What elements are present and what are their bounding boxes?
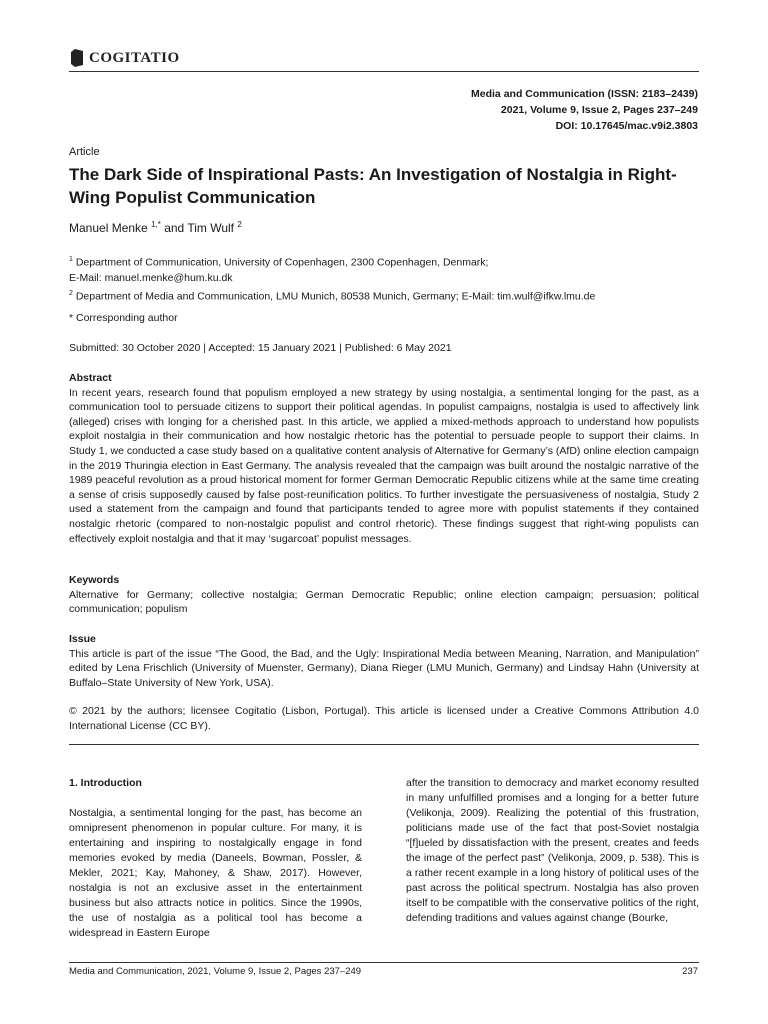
body-column-right xyxy=(406,776,699,926)
publisher-logo xyxy=(69,48,180,68)
submission-dates: Submitted: 30 October 2020 | Accepted: 15 January 2021 | Published: 6 May 2021 xyxy=(69,342,452,354)
logo-text: COGITATIO xyxy=(89,49,180,66)
article-title: The Dark Side of Inspirational Pasts: An Investigation of Nostalgia in Right-Wing Populist Communication xyxy=(69,165,677,207)
issue-text: This article is part of the issue “The Good, the Bad, and the Ugly: Inspirational Media between Meaning, Narration, and Manipulation” edited by Lena Frischlich (University of Muenster, Germany), Diana Rieger (LMU Munich, Germany) and Lindsay Hahn (University at Buffalo–State University of New York, USA). xyxy=(69,647,699,689)
issue-heading: Issue xyxy=(69,633,96,645)
footer-divider xyxy=(69,962,699,963)
article-type: Article xyxy=(69,146,100,158)
body-column-left xyxy=(69,776,362,941)
affiliation-number: 1 xyxy=(69,256,73,263)
license-section xyxy=(69,704,699,733)
abstract-text: In recent years, research found that populism employed a new strategy by using nostalgia, a sentimental longing for the past, as a communication tool to persuade citizens to support their political agendas. In populist campaigns, nostalgia is used to affectively link (alleged) crises with longing for a cherished past. In this article, we applied a mixed-methods approach to understand how populists exploit nostalgia in their communication and how nostalgic rhetoric has the potential to persuade people to support their claims. In Study 1, we conducted a case study based on a qualitative content analysis of Alternative for Germany’s (AfD) online election campaign in the 2019 Thuringia election in East Germany. The analysis revealed that the campaign was built around the nostalgic narrative of the 1989 peaceful revolution as a proud historical moment for former German Democratic Republic citizens while at the same time creating a sense of crisis supposedly caused by false post-reunification politics. To further investigate the persuasiveness of nostalgia, Study 2 used a statement from the campaign and found that participants tended to agree more with populist statements if they contained nostalgic rhetoric (compared to non-nostalgic populist and control rhetoric). These findings suggest that right-wing populists can effectively exploit nostalgia and that it may ‘sugarcoat’ populist messages. xyxy=(69,386,699,545)
abstract-heading: Abstract xyxy=(69,372,112,384)
introduction-text-continued: after the transition to democracy and market economy resulted in many unfulfilled promises and a longing for a better future (Velikonja, 2009). Realizing the potential of this frustration, politicians made use of the fact that post-Soviet nostalgia “[f]ueled by dissatisfaction with the present, creates and feeds the image of the perfect past” (Velikonja, 2009, p. 538). This is a rather recent example in a long history of political uses of the past across the political spectrum. Nostalgia has also proven itself to be compatible with the conservative politics of the right, defending traditions and values against change (Bourke, xyxy=(406,777,699,924)
introduction-heading: 1. Introduction xyxy=(69,777,142,789)
affiliation-line xyxy=(69,271,709,286)
affiliation-text: Department of Communication, University of Copenhagen, 2300 Copenhagen, Denmark; xyxy=(75,256,489,269)
affiliation-line xyxy=(69,286,709,305)
keywords-text: Alternative for Germany; collective nostalgia; German Democratic Republic; online election campaign; persuasion; political communication; populism xyxy=(69,588,699,616)
license-text: © 2021 by the authors; licensee Cogitatio (Lisbon, Portugal). This article is licensed under a Creative Commons Attribution 4.0 International License (CC BY). xyxy=(69,705,699,732)
header-divider xyxy=(69,71,699,72)
volume-info: 2021, Volume 9, Issue 2, Pages 237–249 xyxy=(500,104,698,116)
cogitatio-logo-icon xyxy=(69,48,85,68)
doi: DOI: 10.17645/mac.v9i2.3803 xyxy=(555,120,698,132)
keywords-heading: Keywords xyxy=(69,574,120,586)
affiliation-number: 2 xyxy=(69,289,73,297)
affiliation-text: Department of Media and Communication, LMU Munich, 80538 Munich, Germany; E-Mail: tim.wulf@ifkw.lmu.de xyxy=(75,290,596,302)
author-name: Manuel Menke xyxy=(69,221,148,235)
author-name: and Tim Wulf xyxy=(160,221,234,235)
affiliation-line xyxy=(69,252,709,271)
affiliation-text: E-Mail: manuel.menke@hum.ku.dk xyxy=(69,271,233,284)
journal-name: Media and Communication (ISSN: 2183–2439) xyxy=(471,88,698,100)
keywords-section xyxy=(69,573,699,617)
author-affiliation-marker: 1,* xyxy=(151,220,161,229)
journal-info xyxy=(471,86,698,134)
corresponding-author-note: * Corresponding author xyxy=(69,312,178,324)
author-affiliation-marker: 2 xyxy=(237,220,242,229)
page-number: 237 xyxy=(682,966,698,977)
author-list xyxy=(69,220,242,235)
affiliations xyxy=(69,252,709,304)
issue-section xyxy=(69,632,699,690)
footer-citation: Media and Communication, 2021, Volume 9, Issue 2, Pages 237–249 xyxy=(69,966,362,977)
body-divider xyxy=(69,744,699,745)
abstract-section xyxy=(69,371,699,546)
introduction-text: Nostalgia, a sentimental longing for the past, has become an omnipresent phenomenon in popular culture. For many, it is entertaining and inspiring to nostalgically engage in fond memories evoked by media (Daneels, Bowman, Possler, & Mekler, 2021; Kay, Mahoney, & Shaw, 2017). However, nostalgia is not an exclusive asset in the entertainment business but also attracts notice in politics. Since the 1990s, the use of nostalgia as a political tool has become a widespread in Eastern Europe xyxy=(69,807,362,939)
